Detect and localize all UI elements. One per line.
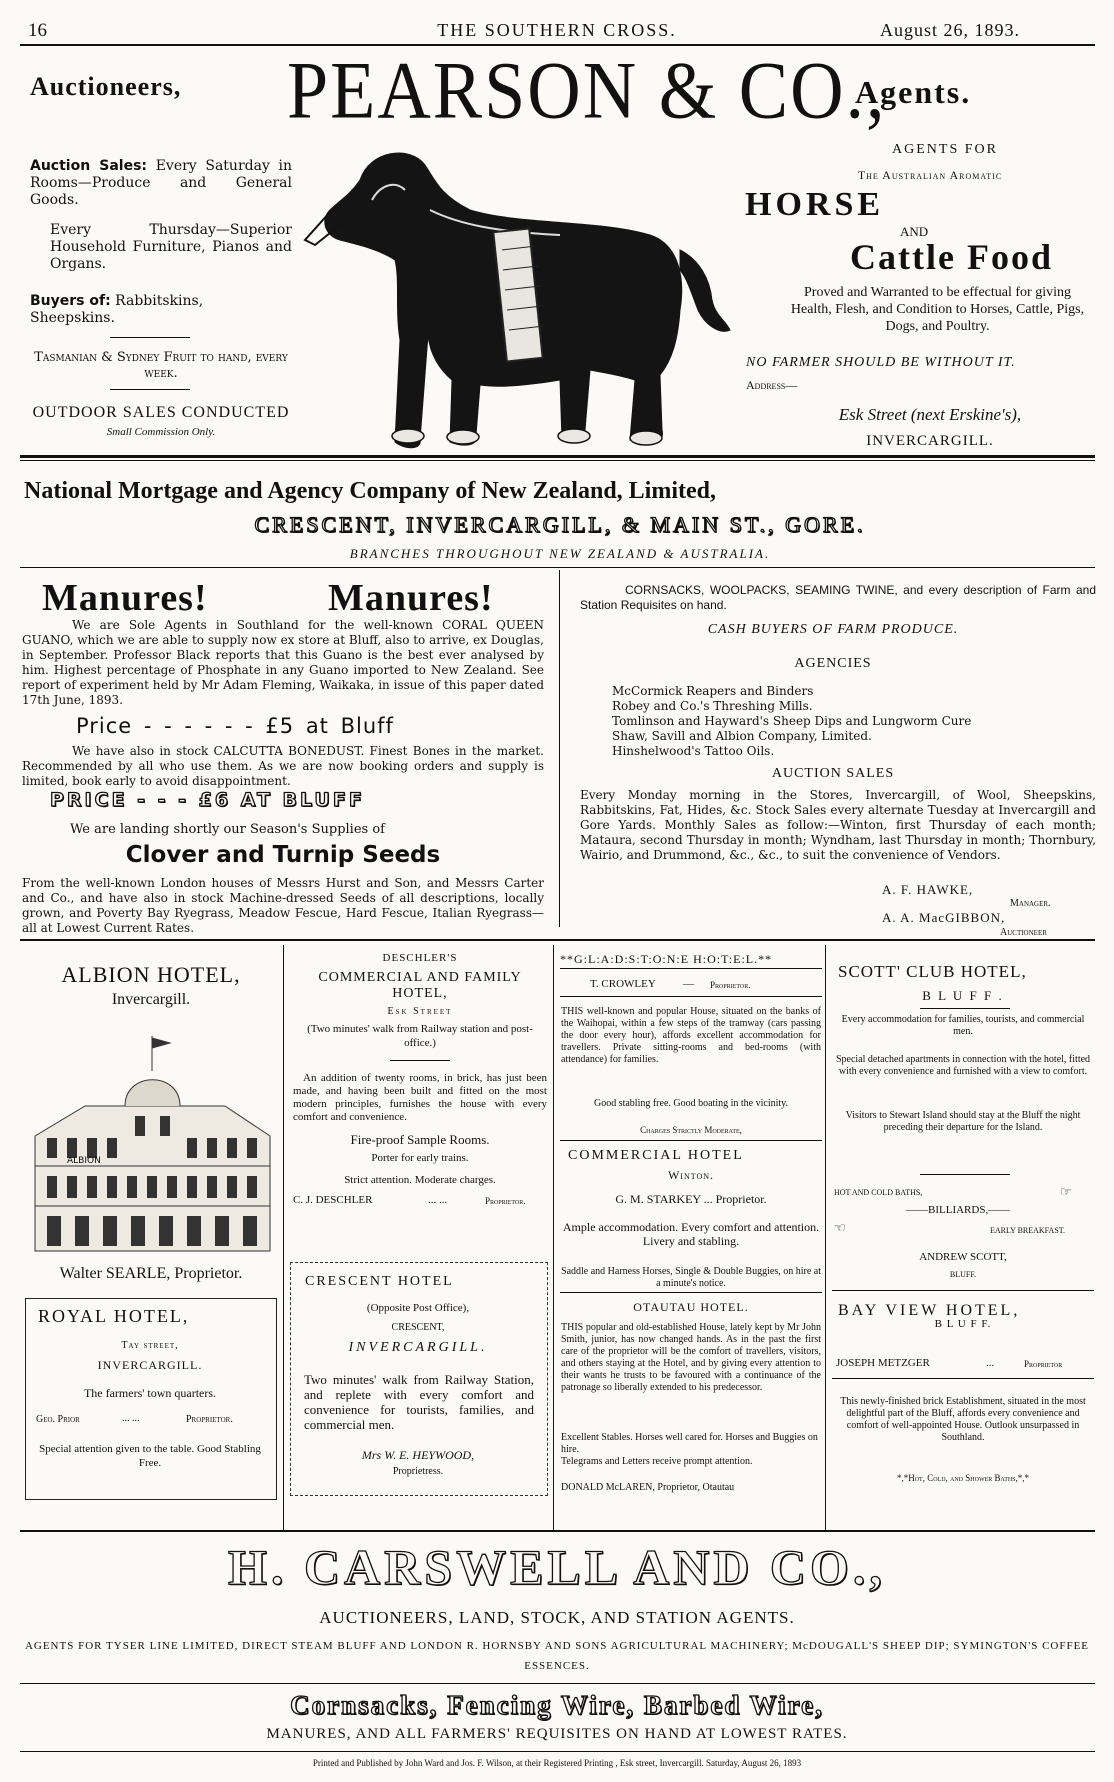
carswell-cornsacks: Cornsacks, Fencing Wire, Barbed Wire, (290, 1690, 824, 1720)
divider (110, 389, 190, 390)
gladstone-title: **G:L:A:D:S:T:O:N:E H:O:T:E:L.** (560, 952, 773, 966)
and-label: AND (900, 224, 929, 239)
section-rule (20, 1683, 1095, 1684)
bayview-title: BAY VIEW HOTEL, (838, 1302, 1021, 1319)
scott-bluff: BLUFF. (949, 1270, 977, 1279)
national-subtitle: CRESCENT, INVERCARGILL, & MAIN ST., GORE. (254, 512, 866, 537)
bayview-baths: *,*Hot, Cold, and Shower Baths,*,* (896, 1473, 1030, 1483)
bonedust-text: We have also in stock CALCUTTA BONEDUST. Finest Bones in the market. Recommended by all who use them. As we are now booking orders and supply is limited, book early to avoid disappointment. (22, 744, 544, 788)
hand-ornament-icon: ☞ (1060, 1184, 1072, 1199)
carswell-title: H. CARSWELL AND CO., (228, 1539, 886, 1595)
no-farmer-text: NO FARMER SHOULD BE WITHOUT IT. (746, 355, 1016, 370)
clover-seeds: Clover and Turnip Seeds (125, 842, 441, 868)
crescent-proprietress: Proprietress. (392, 1466, 444, 1477)
section-rule (20, 939, 1095, 941)
bayview-town: B L U F F. (934, 1318, 992, 1330)
bayview-owner: JOSEPH METZGER (836, 1357, 930, 1369)
gladstone-proprietor: Proprietor. (710, 980, 751, 990)
divider (920, 1008, 1010, 1009)
agents-heading: Agents. (855, 74, 972, 110)
winton-title: COMMERCIAL HOTEL (568, 1148, 744, 1163)
branches: BRANCHES THROUGHOUT NEW ZEALAND & AUSTRALIA. (349, 546, 771, 561)
deschler-top: DESCHLER'S (382, 952, 458, 964)
agency-item: Robey and Co.'s Threshing Mills. (612, 699, 813, 713)
gladstone-owner: T. CROWLEY (590, 978, 656, 990)
royal-street: Tay street, (121, 1340, 179, 1351)
winton-saddle: Saddle and Harness Horses, Single & Double Buggies, on hire at a minute's notice. (561, 1266, 821, 1289)
scott-owner: ANDREW SCOTT, (919, 1251, 1007, 1263)
winton-town: Winton. (667, 1168, 715, 1182)
deschler-fireproof: Fire-proof Sample Rooms. (350, 1132, 490, 1147)
royal-special: Special attention given to the table. Good Stabling Free. (39, 1443, 261, 1469)
bayview-text: This newly-finished brick Establishment, situated in the most delightful part of the Bluff, affords every convenience and comfort of well-appointed House. Outlook unsurpassed in Southland. (840, 1396, 1086, 1443)
crescent-title: CRESCENT HOTEL (305, 1274, 454, 1289)
auction-sales-text: Every Saturday in Rooms—Produce and General Goods. (30, 158, 293, 208)
divider (560, 1140, 822, 1141)
auction-sales-title: AUCTION SALES (771, 766, 895, 781)
albion-town: Invercargill. (111, 991, 191, 1008)
issue-date: August 26, 1893. (880, 20, 1021, 40)
agency-item: Tomlinson and Hayward's Sheep Dips and Lungworm Cure (612, 714, 972, 728)
section-rule (20, 455, 1095, 458)
deschler-addition: An addition of twenty rooms, in brick, has just been made, and having been built and fitted on the most modern principles, furnishes the house with every comfort and convenience. (293, 1072, 547, 1123)
manager-title: Manager. (1010, 898, 1051, 909)
otautau-text: THIS popular and old-established House, lately kept by Mr John Smith, junior, has now changed hands. As in the past the first care of the proprietor will be the comfort of travellers, visitors, and others staying at the Hotel, and by giving every attention to their wants he trusts to be favoured with a continuance of the patronage so liberally extended to his predecessor. (561, 1322, 821, 1393)
scott-town: B L U F F . (922, 988, 1004, 1003)
address-label: Address— (746, 378, 798, 392)
buyers-label: Buyers of: (30, 293, 111, 309)
scott-baths: HOT AND COLD BATHS, (834, 1188, 923, 1197)
macgibbon-name: A. A. MacGIBBON, (882, 910, 1006, 925)
column-rule (825, 945, 826, 1530)
footer-imprint: Printed and Published by John Ward and Jos. F. Wilson, at their Registered Printing , Esk street, Invercargill. Saturday, August 26, 1893 (312, 1758, 802, 1768)
divider (560, 968, 822, 969)
price-bluff-1: Price - - - - - - £5 at Bluff (76, 714, 394, 738)
price-bluff-2: PRICE - - - £6 AT BLUFF (50, 789, 365, 811)
outdoor-sales: OUTDOOR SALES CONDUCTED (32, 404, 290, 421)
divider (110, 337, 190, 338)
horse-illustration (300, 140, 740, 450)
carswell-subtitle: AUCTIONEERS, LAND, STOCK, AND STATION AGENTS. (319, 1608, 795, 1627)
aromatic-label: The Australian Aromatic (857, 168, 1003, 182)
agents-for: AGENTS FOR (892, 142, 998, 157)
hawke-name: A. F. HAWKE, (882, 882, 974, 897)
divider (832, 1290, 1094, 1291)
deschler-title: COMMERCIAL AND FAMILY HOTEL, (318, 970, 522, 1001)
royal-title: ROYAL HOTEL, (38, 1306, 190, 1326)
scott-billiards: ——BILLIARDS,—— (906, 1204, 1011, 1216)
deschler-street: Esk Street (387, 1006, 453, 1017)
hand-ornament-icon: ☜ (834, 1220, 846, 1235)
gladstone-dash: — (683, 978, 694, 990)
crescent-opposite: (Opposite Post Office), (366, 1302, 470, 1314)
landing-text: We are landing shortly our Season's Supplies of (70, 822, 385, 837)
manures-right: Manures! (328, 577, 494, 619)
column-rule (559, 570, 560, 927)
otautau-title: OTAUTAU HOTEL. (633, 1300, 749, 1314)
agency-item: McCormick Reapers and Binders (612, 684, 814, 698)
divider (832, 1378, 1094, 1379)
horse-heading: HORSE (745, 186, 885, 223)
fruit-notice: Tasmanian & Sydney Fruit to hand, every week. (34, 350, 288, 381)
pearson-title: PEARSON & CO., (287, 45, 887, 137)
crescent-owner: Mrs W. E. HEYWOOD, (361, 1448, 475, 1462)
otautau-telegrams: Telegrams and Letters receive prompt attention. (561, 1456, 753, 1467)
royal-dots: ... ... (122, 1413, 140, 1424)
deschler-name: C. J. DESCHLER (293, 1194, 373, 1206)
divider (560, 1292, 822, 1293)
winton-text: Ample accommodation. Every comfort and attention. Livery and stabling. (562, 1220, 820, 1248)
column-rule (553, 945, 554, 1530)
agency-item: Shaw, Savill and Albion Company, Limited. (612, 729, 872, 743)
deschler-proprietor: Proprietor. (485, 1196, 526, 1206)
buyers-block (30, 293, 292, 327)
auction-sales-block (30, 158, 292, 209)
address-text: Esk Street (next Erskine's), (838, 405, 1022, 424)
deschler-strict: Strict attention. Moderate charges. (344, 1174, 496, 1186)
divider (920, 1174, 1010, 1175)
gladstone-stabling: Good stabling free. Good boating in the vicinity. (593, 1098, 789, 1109)
scott-visitors: Visitors to Stewart Island should stay at the Bluff the night preceding their departure for the Island. (845, 1110, 1081, 1133)
gladstone-charges: Charges Strictly Moderate, (640, 1125, 742, 1135)
cattle-food-heading: Cattle Food (850, 237, 1053, 277)
masthead: THE SOUTHERN CROSS. (437, 20, 677, 40)
manures-left: Manures! (42, 577, 208, 619)
seeds-text: From the well-known London houses of Messrs Hurst and Son, and Messrs Carter and Co., and have also in stock Machine-dressed Seeds of all descriptions, locally grown, and Poverty Bay Ryegrass, Meadow Fescue, Hard Fescue, Italian Ryegrass—all at Lowest Current Rates. (22, 876, 544, 935)
auctioneers-heading: Auctioneers, (30, 72, 182, 101)
carswell-agents: AGENTS FOR TYSER LINE LIMITED, DIRECT STEAM BLUFF AND LONDON R. HORNSBY AND SONS AGRICULTURAL MACHINERY; McDOUGALL'S SHEEP DIP; SYMINGTON'S COFFEE ESSENCES. (24, 1640, 1090, 1672)
agencies-title: AGENCIES (794, 656, 872, 671)
section-rule (20, 567, 1095, 568)
bayview-dots: ... (986, 1357, 995, 1369)
crescent-text: Two minutes' walk from Railway Station, and replete with every comfort and convenience for tourists, families, and commercial men. (304, 1372, 534, 1432)
winton-proprietor: G. M. STARKEY ... Proprietor. (615, 1192, 767, 1206)
guano-text: We are Sole Agents in Southland for the well-known CORAL QUEEN GUANO, which we are able to supply now ex store at Bluff, also to arrive, ex Douglas, in September. Professor Black reports that this Guano is the best ever analysed by him. Highest percentage of Phosphate in any Guano imported to New Zealand. See report of experiment held by Mr Adam Fleming, Waikaka, in issue of this paper dated 17th June, 1893. (22, 618, 544, 707)
deschler-porter: Porter for early trains. (371, 1152, 469, 1164)
cornsacks-text: CORNSACKS, WOOLPACKS, SEAMING TWINE, and every description of Farm and Station Requisites on hand. (580, 583, 1096, 612)
crescent-street: CRESCENT, (391, 1322, 445, 1333)
albion-sign: ALBION (67, 1156, 101, 1166)
otautau-owner: DONALD McLAREN, Proprietor, Otautau (561, 1482, 735, 1493)
cash-buyers: CASH BUYERS OF FARM PRODUCE. (707, 622, 959, 637)
albion-title: ALBION HOTEL, (61, 962, 241, 987)
agency-item: Hinshelwood's Tattoo Oils. (612, 744, 775, 758)
carswell-manures: MANURES, AND ALL FARMERS' REQUISITES ON HAND AT LOWEST RATES. (266, 1726, 848, 1742)
auction-sales-label: Auction Sales: (30, 158, 148, 174)
scott-breakfast: EARLY BREAKFAST. (990, 1226, 1066, 1235)
buyers-text: Rabbitskins, Sheepskins. (30, 293, 204, 326)
small-commission: Small Commission Only. (106, 426, 216, 438)
albion-hotel-illustration (25, 1016, 280, 1261)
divider (390, 1060, 450, 1061)
crescent-town: INVERCARGILL. (348, 1340, 488, 1355)
scott-every: Every accommodation for families, tourists, and commercial men. (841, 1014, 1085, 1037)
thursday-sales: Every Thursday—Superior Household Furniture, Pianos and Organs. (50, 222, 292, 272)
gladstone-text: THIS well-known and popular House, situated on the banks of the Waihopai, within a few steps of the tramway (cars passing the door every hour), affords excellent accommodation for travellers. Private sitting-rooms and bed-rooms (with attendance) for families. (561, 1006, 821, 1065)
column-rule (283, 945, 284, 1530)
section-rule (20, 1530, 1095, 1532)
deschler-minutes: (Two minutes' walk from Railway station and post-office.) (307, 1023, 533, 1049)
national-title: National Mortgage and Agency Company of New Zealand, Limited, (24, 478, 716, 504)
royal-town: INVERCARGILL. (97, 1358, 203, 1372)
agencies-list (612, 684, 1092, 759)
scott-title: SCOTT' CLUB HOTEL, (838, 962, 1027, 981)
proved-text: Proved and Warranted to be effectual for giving Health, Flesh, and Condition to Horses, Cattle, Pigs, Dogs, and Poultry. (790, 285, 1085, 334)
deschler-dots: ... ... (428, 1194, 448, 1206)
auctioneer-title: Auctioneer (1000, 927, 1047, 938)
royal-prior: Geo. Prior (36, 1414, 80, 1425)
page-number: 16 (28, 20, 47, 41)
bayview-proprietor: Proprietor (1024, 1359, 1063, 1369)
royal-quarters: The farmers' town quarters. (83, 1386, 217, 1400)
section-rule (20, 460, 1095, 461)
divider (560, 996, 822, 997)
auction-sales-text: Every Monday morning in the Stores, Invercargill, of Wool, Sheepskins, Rabbitskins, Fat, Hides, &c. Stock Sales every alternate Tuesday at Invercargill and Gore Yards. Monthly Sales as follow:—Winton, first Thursday of each month; Mataura, second Thursday in month; Wyndham, last Thursday in month; Thornbury, Wairio, and Drummond, &c., &c., to suit the convenience of Vendors. (580, 788, 1096, 862)
albion-proprietor: Walter SEARLE, Proprietor. (59, 1265, 243, 1282)
scott-special: Special detached apartments in connection with the hotel, fitted with every convenience and furnished with a view to comfort. (835, 1054, 1091, 1077)
footer-rule (20, 1751, 1095, 1752)
address-town: INVERCARGILL. (866, 433, 994, 449)
otautau-stables: Excellent Stables. Horses well cared for. Horses and Buggies on hire. (561, 1432, 818, 1455)
royal-proprietor: Proprietor. (186, 1414, 233, 1425)
